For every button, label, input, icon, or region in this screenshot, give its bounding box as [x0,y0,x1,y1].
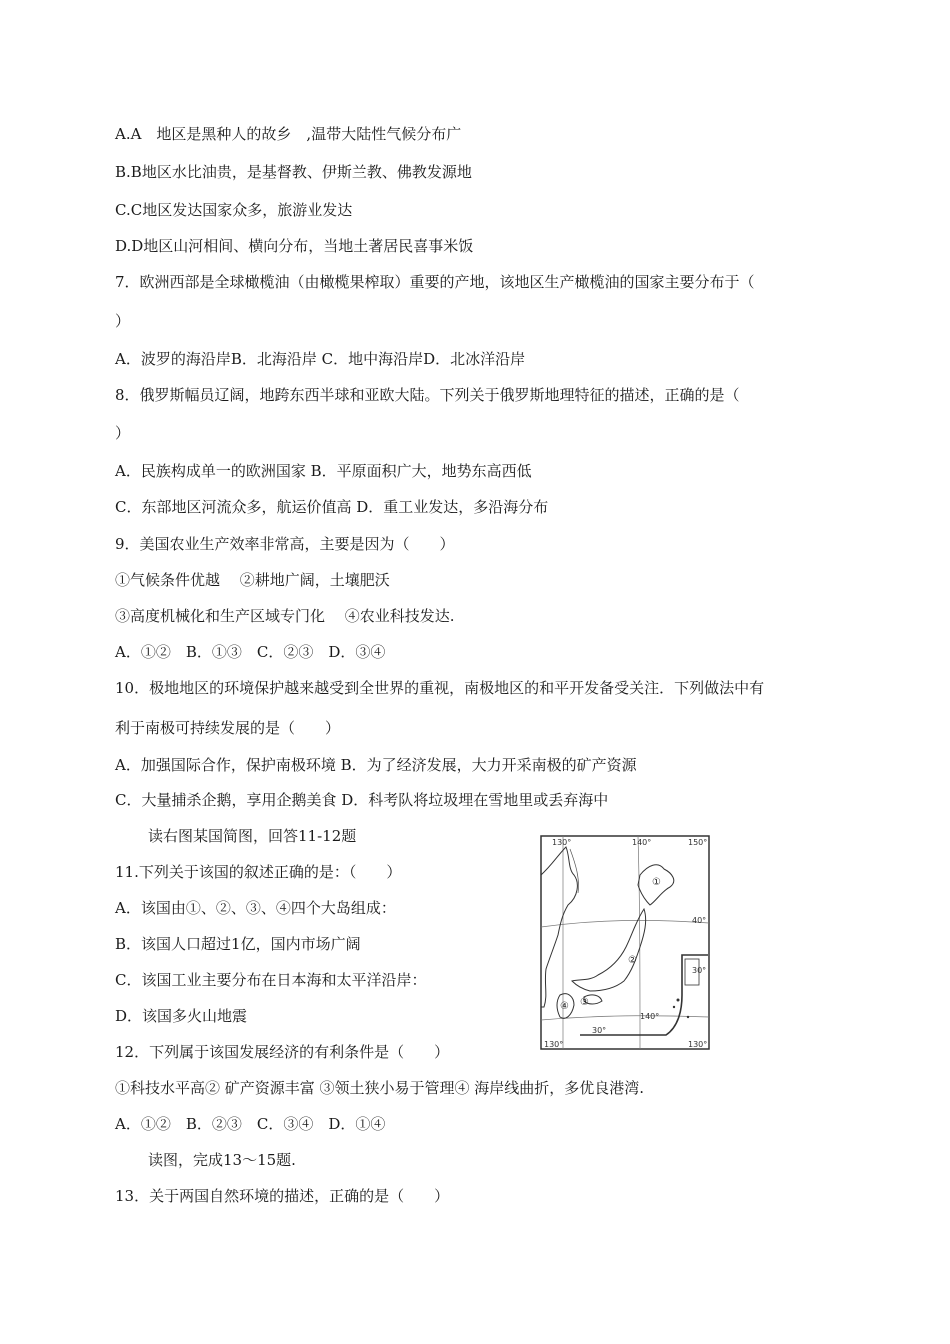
lon-label: 140° [632,838,652,847]
q8-options-cd: C．东部地区河流众多，航运价值高 D．重工业发达，多沿海分布 [115,498,549,516]
q9-options: A．①② B．①③ C．②③ D．③④ [115,643,386,661]
q9-item-3-4: ③高度机械化和生产区域专门化 ④农业科技发达. [115,607,455,625]
q12-options: A．①② B．②③ C．③④ D．①④ [115,1115,386,1133]
lat-label: 30° [692,966,707,975]
q11-option-c: C．该国工业主要分布在日本海和太平洋沿岸： [115,971,427,989]
q7-options: A．波罗的海沿岸B．北海沿岸 C．地中海沿岸D．北冰洋沿岸 [115,350,526,368]
lat-label: 30° [592,1026,607,1035]
q11-option-b: B．该国人口超过1亿，国内市场广阔 [115,935,361,953]
option-a: A.A 地区是黑种人的故乡 ,温带大陆性气候分布广 [115,125,462,143]
island-marker-3: ③ [580,997,589,1008]
island-marker-4: ④ [560,1001,569,1012]
lon-label: 140° [640,1012,660,1021]
lon-label: 150° [688,838,708,847]
question-9: 9．美国农业生产效率非常高，主要是因为（ ） [115,535,455,553]
q11-option-a: A．该国由①、②、③、④四个大岛组成： [115,899,396,917]
figure-instruction: 读图，完成13～15题. [148,1151,296,1169]
map-instruction: 读右图某国简图，回答11-12题 [148,827,357,845]
option-c: C.C地区发达国家众多，旅游业发达 [115,201,353,219]
question-11: 11.下列关于该国的叙述正确的是：（ ） [115,863,402,881]
map-frame [541,836,709,1049]
option-b: B.B地区水比油贵，是基督教、伊斯兰教、佛教发源地 [115,163,472,181]
question-8: 8．俄罗斯幅员辽阔，地跨东西半球和亚欧大陆。下列关于俄罗斯地理特征的描述，正确的是（ [115,386,740,404]
lat-label: 40° [692,916,707,925]
option-d: D.D地区山河相间、横向分布，当地土著居民喜事米饭 [115,237,474,255]
lon-label: 130° [544,1040,564,1049]
lon-label: 130° [688,1040,708,1049]
question-7-cont: ） [115,312,131,330]
q11-option-d: D．该国多火山地震 [115,1007,248,1025]
q8-options-ab: A．民族构成单一的欧洲国家 B．平原面积广大，地势东高西低 [115,462,532,480]
island-marker-1: ① [652,877,661,888]
question-12: 12．下列属于该国发展经济的有利条件是（ ） [115,1043,450,1061]
question-7: 7．欧洲西部是全球橄榄油（由橄榄果榨取）重要的产地，该地区生产橄榄油的国家主要分布于（ [115,273,755,291]
lon-label: 130° [552,838,572,847]
q9-item-1-2: ①气候条件优越 ②耕地广阔，土壤肥沃 [115,571,390,589]
island-marker-2: ② [628,955,637,966]
question-8-cont: ） [115,424,131,442]
q10-options-cd: C．大量捕杀企鹅，享用企鹅美食 D．科考队将垃圾埋在雪地里或丢弃海中 [115,791,609,809]
japan-map [540,835,710,1050]
question-10: 10．极地地区的环境保护越来越受到全世界的重视，南极地区的和平开发备受关注．下列做法中有 [115,679,765,697]
question-10-cont: 利于南极可持续发展的是（ ） [115,719,341,737]
question-13: 13．关于两国自然环境的描述，正确的是（ ） [115,1187,450,1205]
q10-options-ab: A．加强国际合作，保护南极环境 B．为了经济发展，大力开采南极的矿产资源 [115,756,637,774]
q12-items: ①科技水平高② 矿产资源丰富 ③领土狭小易于管理④ 海岸线曲折，多优良港湾. [115,1079,645,1097]
